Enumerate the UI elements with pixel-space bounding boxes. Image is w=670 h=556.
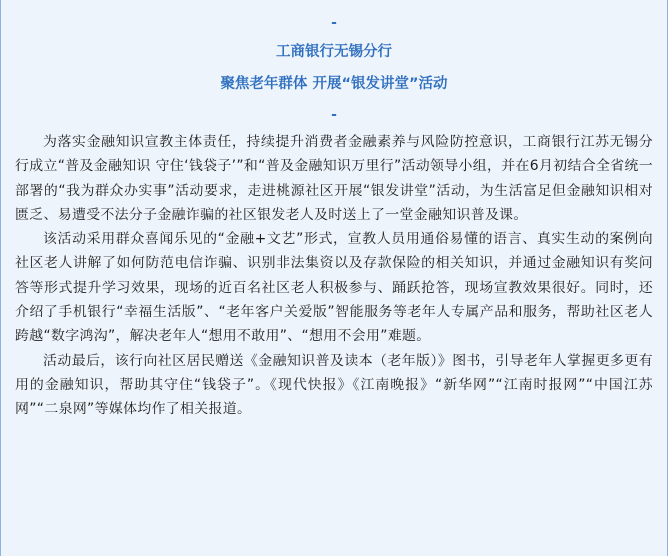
article-title-line-2: 聚焦老年群体 开展“银发讲堂”活动: [220, 76, 448, 92]
article-paragraph-3: 活动最后，该行向社区居民赠送《金融知识普及读本（老年版）》图书，引导老年人掌握更多更有用的金融知识，帮助其守住“钱袋子”。《现代快报》《江南晚报》“新华网”“江南时报网”“中国江苏网”“二泉网”等媒体均作了相关报道。: [15, 352, 653, 418]
title-bottom-mark: -: [331, 107, 337, 123]
article-title-line-1: 工商银行无锡分行: [276, 44, 392, 60]
article-body: [15, 130, 653, 422]
article-paragraph-1: 为落实金融知识宣教主体责任，持续提升消费者金融素养与风险防控意识，工商银行江苏无锡分行成立“普及金融知识 守住‘钱袋子’”和“普及金融知识万里行”活动领导小组，并在6月初结合全省统一部署的“我为群众办实事”活动要求，走进桃源社区开展“银发讲堂”活动，为生活富足但金融知识相对匮乏、易遭受不法分子金融诈骗的社区银发老人及时送上了一堂金融知识普及课。: [15, 134, 653, 223]
article-paragraph-2: 该活动采用群众喜闻乐见的“金融+文艺”形式，宣教人员用通俗易懂的语言、真实生动的案例向社区老人讲解了如何防范电信诈骗、识别非法集资以及存款保险的相关知识，并通过金融知识有奖问答等形式提升学习效果，现场的近百名社区老人积极参与、踊跃抢答，现场宣教效果很好。同时，还介绍了手机银行“幸福生活版”、“老年客户关爱版”智能服务等老年人专属产品和服务，帮助社区老人跨越“数字鸿沟”，解决老年人“想用不敢用”、“想用不会用”难题。: [15, 231, 653, 345]
title-top-mark: -: [331, 15, 337, 31]
